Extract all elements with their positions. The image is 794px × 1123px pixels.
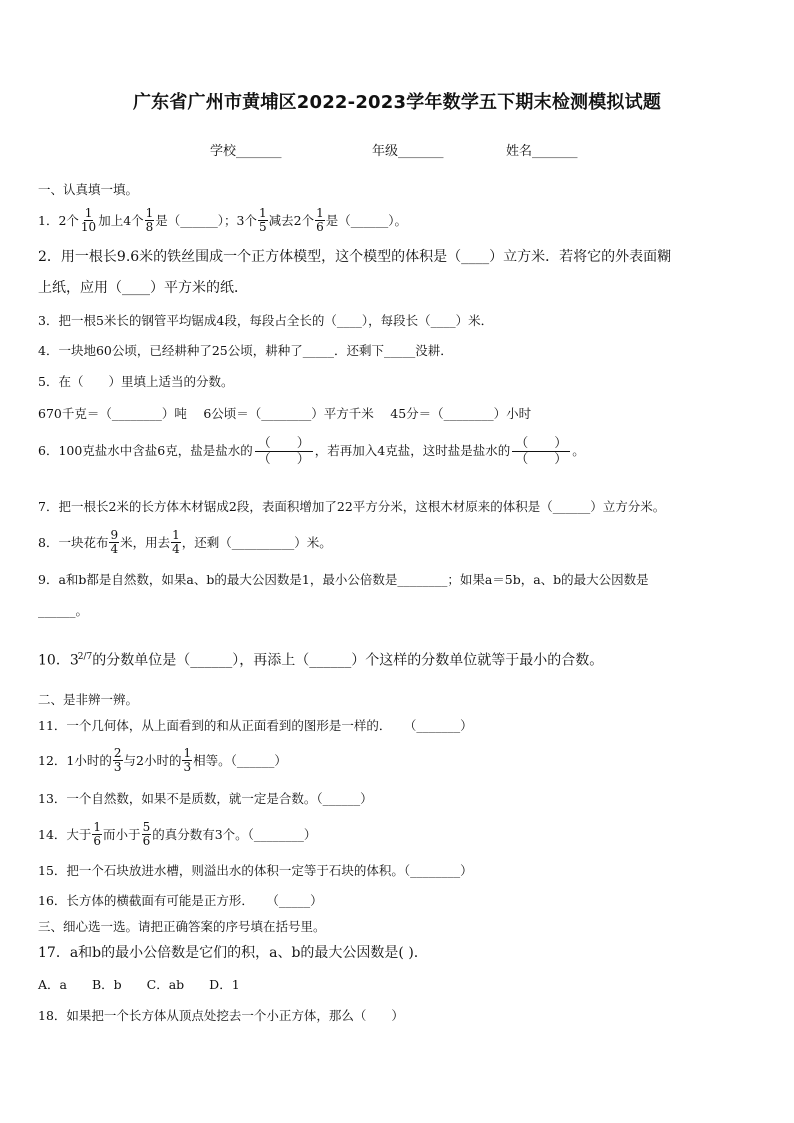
denominator: （ ） [257, 452, 310, 467]
q12-text-b: 与2小时的 [123, 753, 182, 768]
denominator: 3 [183, 760, 192, 774]
question-1 [38, 208, 407, 235]
fraction [109, 529, 119, 556]
name-field: 姓名_______ [506, 144, 578, 159]
denominator: 5 [258, 220, 267, 234]
q1-text-e: 是（______）。 [325, 213, 407, 228]
denominator: 6 [316, 220, 324, 234]
fraction [315, 207, 325, 234]
question-14 [38, 822, 316, 849]
numerator: 1 [183, 746, 192, 760]
blank-fraction [255, 436, 313, 467]
question-11: 11．一个几何体，从上面看到的和从正面看到的图形是一样的． （_______） [38, 718, 473, 733]
question-3: 3．把一根5米长的钢管平均锯成4段，每段占全长的（____），每段长（____）米． [38, 313, 494, 328]
fraction [113, 747, 123, 774]
q10-fraction: 2/7 [77, 652, 93, 662]
question-7: 7．把一根长2米的长方体木材锯成2段，表面积增加了22平方分米，这根木材原来的体积是（______）立方分米。 [38, 499, 666, 514]
question-17-options: A．a B．b C．ab D．1 [38, 977, 240, 992]
numerator: 1 [172, 528, 180, 542]
numerator: 9 [110, 528, 119, 542]
question-18: 18．如果把一个长方体从顶点处挖去一个小正方体，那么（ ） [38, 1008, 404, 1023]
question-2-line-2: 上纸，应用（____）平方米的纸． [38, 280, 248, 296]
section-heading-choose: 三、细心选一选。请把正确答案的序号填在括号里。 [38, 919, 326, 934]
question-2-line-1: 2．用一根长9.6米的铁丝围成一个正方体模型，这个模型的体积是（____）立方米．若将它的外表面糊 [38, 249, 672, 265]
question-15: 15．把一个石块放进水槽，则溢出水的体积一定等于石块的体积。（________） [38, 863, 473, 878]
section-heading-judge: 二、是非辨一辨。 [38, 692, 139, 707]
denominator: 4 [172, 542, 180, 556]
q1-text-b: 加上4个 [98, 213, 144, 228]
question-9-line-1: 9．a和b都是自然数，如果a、b的最大公因数是1，最小公倍数是________；如果a＝5b，a、b的最大公因数是 [38, 572, 649, 587]
section-heading-fill: 一、认真填一填。 [38, 182, 139, 197]
numerator: 1 [316, 206, 324, 220]
denominator: 3 [113, 760, 122, 774]
question-5-blanks: 670千克＝（________）吨 6公顷＝（________）平方千米 45分＝（________）小时 [38, 406, 532, 421]
question-9-line-2: ______。 [38, 603, 89, 618]
q12-text-c: 相等。（______） [193, 753, 287, 768]
q8-text-a: 8．一块花布 [38, 535, 109, 550]
q6-text-b: ，若再加入4克盐，这时盐是盐水的 [314, 443, 511, 458]
numerator: 1 [145, 206, 154, 220]
numerator: 2 [113, 746, 122, 760]
question-6 [38, 436, 585, 467]
grade-field: 年级_______ [372, 144, 444, 159]
school-field: 学校_______ [210, 144, 282, 159]
question-17: 17．a和b的最小公倍数是它们的积，a、b的最大公因数是( ). [38, 945, 419, 961]
fraction [80, 207, 97, 234]
q6-text-c: 。 [572, 443, 585, 458]
numerator: 1 [84, 206, 93, 220]
page-title: 广东省广州市黄埔区2022-2023学年数学五下期末检测模拟试题 [132, 92, 662, 113]
q8-text-b: 米，用去 [120, 535, 171, 550]
question-13: 13．一个自然数，如果不是质数，就一定是合数。（______） [38, 791, 373, 806]
fraction [142, 821, 152, 848]
question-5: 5．在（ ）里填上适当的分数。 [38, 374, 234, 389]
numerator: （ ） [512, 436, 570, 452]
question-4: 4．一块地60公顷，已经耕种了25公顷，耕种了_____．还剩下_____没耕． [38, 343, 453, 358]
q14-text-b: 而小于 [103, 827, 141, 842]
q14-text-c: 的真分数有3个。（________） [152, 827, 317, 842]
numerator: 1 [258, 206, 267, 220]
q1-text-d: 减去2个 [268, 213, 315, 228]
question-8 [38, 530, 332, 557]
q1-text-c: 是（______）；3个 [155, 213, 257, 228]
numerator: （ ） [255, 436, 313, 452]
q14-text-a: 14．大于 [38, 827, 92, 842]
q10-text-b: 的分数单位是（______），再添上（______）个这样的分数单位就等于最小的合数。 [92, 652, 604, 669]
question-12 [38, 748, 287, 775]
fraction [182, 747, 192, 774]
denominator: 10 [80, 220, 97, 234]
denominator: （ ） [515, 452, 568, 467]
denominator: 6 [142, 834, 151, 848]
blank-fraction [512, 436, 570, 467]
q8-text-c: ，还剩（__________）米。 [181, 535, 332, 550]
question-16: 16．长方体的横截面有可能是正方形． （_____） [38, 893, 323, 908]
fraction [92, 821, 102, 848]
denominator: 6 [93, 834, 102, 848]
fraction [145, 207, 155, 234]
numerator: 1 [93, 820, 102, 834]
q1-text-a: 1．2个 [38, 213, 79, 228]
denominator: 8 [145, 220, 154, 234]
fraction [258, 207, 268, 234]
q12-text-a: 12．1小时的 [38, 753, 112, 768]
q10-text-a: 10．3 [38, 652, 79, 669]
denominator: 4 [110, 542, 119, 556]
q6-text-a: 6．100克盐水中含盐6克，盐是盐水的 [38, 443, 253, 458]
fraction [171, 529, 181, 556]
numerator: 5 [142, 820, 151, 834]
question-10 [38, 647, 603, 671]
